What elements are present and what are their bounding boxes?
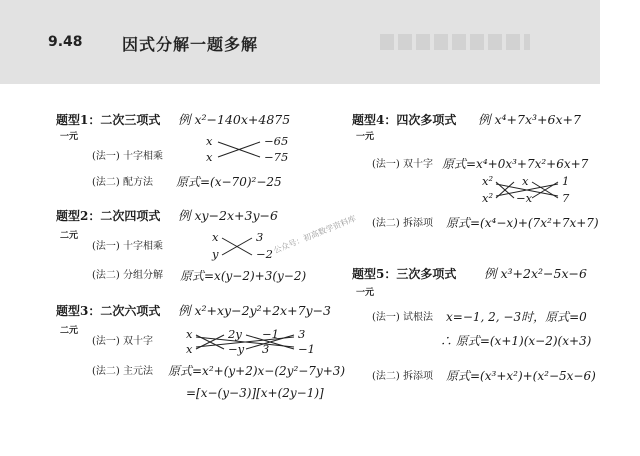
type4-cross-c1: 1 [562, 174, 570, 188]
type4-cross-c2: 7 [562, 191, 570, 205]
type1-cross-r2: −75 [264, 150, 289, 164]
type2-method2-expr: 原式=x(y−2)+3(y−2) [180, 269, 307, 283]
type3-cross-a1: x [186, 327, 193, 341]
section-number: 9.48 [48, 34, 83, 50]
type2-method2: (法二) 分组分解 [92, 270, 163, 281]
type2-cross-r2: −2 [256, 247, 273, 261]
type3-cross-d2: −1 [298, 342, 315, 356]
type3-cross-c1: −1 [262, 327, 279, 341]
type5-method2: (法二) 拆添项 [372, 371, 433, 382]
type5-method1-expr: x=−1, 2, −3时，原式=0 [446, 310, 587, 324]
type3-cross-b2: −y [228, 342, 245, 356]
type4-method1-expr: 原式=x⁴+0x³+7x²+6x+7 [442, 157, 589, 171]
type4-cross-b2: −x [516, 191, 533, 205]
type3-title: 题型3：二次六项式 [56, 304, 161, 318]
type1-method2-expr: 原式=(x−70)²−25 [176, 175, 282, 189]
type3-method1: (法一) 双十字 [92, 336, 153, 347]
type4-title: 题型4：四次多项式 [352, 113, 457, 127]
type3-cross-c2: 3 [262, 342, 270, 356]
type3-method2: (法二) 主元法 [92, 366, 153, 377]
type1-method2: (法二) 配方法 [92, 177, 153, 188]
type5-method1-result: ∴ 原式=(x+1)(x−2)(x+3) [440, 334, 592, 348]
type5-tag: 一元 [356, 288, 375, 298]
type4-example: 例 x⁴+7x³+6x+7 [478, 112, 581, 127]
type3-cross-d1: 3 [298, 327, 306, 341]
type1-method1: (法一) 十字相乘 [92, 151, 163, 162]
type4-cross-b1: x [522, 174, 529, 188]
type2-method1: (法一) 十字相乘 [92, 241, 163, 252]
type2-title: 题型2：二次四项式 [56, 209, 161, 223]
type2-cross-x2: y [212, 247, 219, 261]
watermark: 公众号：初高数学资料库 [272, 213, 358, 256]
type4-method2: (法二) 拆添项 [372, 218, 433, 229]
type3-cross-b1: 2y [228, 327, 242, 341]
type2-cross-r1: 3 [256, 230, 264, 244]
type2-tag: 二元 [60, 231, 79, 241]
type5-title: 题型5：三次多项式 [352, 267, 457, 281]
page-title: 因式分解一题多解 [122, 35, 259, 54]
type4-cross-a2: x² [482, 191, 494, 205]
type3-example: 例 x²+xy−2y²+2x+7y−3 [178, 303, 332, 318]
type3-method2-expr1: 原式=x²+(y+2)x−(2y²−7y+3) [168, 364, 346, 378]
type1-cross-x1: x [206, 134, 213, 148]
type3-tag: 二元 [60, 326, 79, 336]
type4-tag: 一元 [356, 132, 375, 142]
type3-cross-a2: x [186, 342, 193, 356]
type5-method1: (法一) 试根法 [372, 312, 433, 323]
type4-cross-a1: x² [482, 174, 494, 188]
type5-method2-expr: 原式=(x³+x²)+(x²−5x−6) [446, 369, 596, 383]
type1-cross-x2: x [206, 150, 213, 164]
type2-example: 例 xy−2x+3y−6 [178, 208, 278, 223]
type1-title: 题型1：二次三项式 [56, 113, 161, 127]
type1-cross-r1: −65 [264, 134, 289, 148]
type1-tag: 一元 [60, 132, 79, 142]
type3-method2-expr2: =[x−(y−3)][x+(2y−1)] [186, 386, 324, 400]
type2-cross-x1: x [212, 230, 219, 244]
page-corner-mark [600, 390, 640, 430]
type4-method1: (法一) 双十字 [372, 159, 433, 170]
type5-example: 例 x³+2x²−5x−6 [484, 266, 587, 281]
type4-method2-expr: 原式=(x⁴−x)+(7x²+7x+7) [446, 216, 599, 230]
type1-example: 例 x²−140x+4875 [178, 112, 291, 127]
